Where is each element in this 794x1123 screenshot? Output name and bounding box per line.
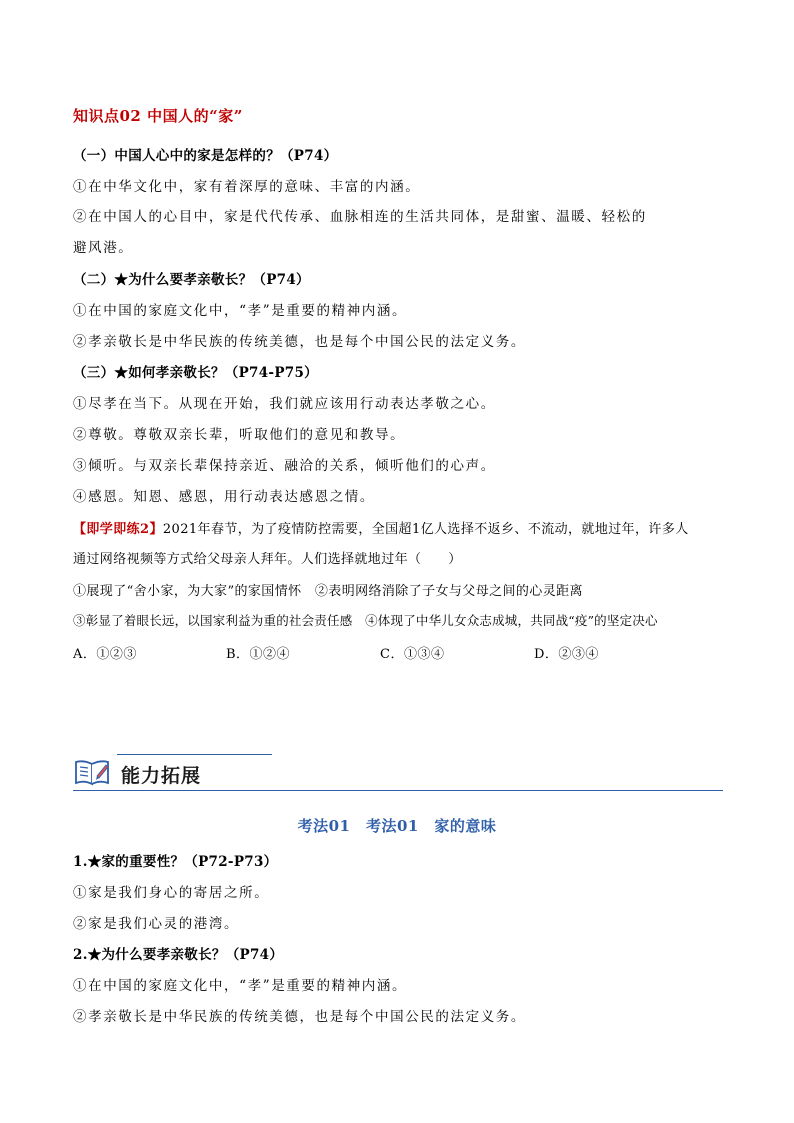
q3-line-1: ①尽孝在当下。从现在开始，我们就应该用行动表达孝敬之心。 <box>73 396 496 412</box>
q1-line-3: 避风港。 <box>73 240 134 256</box>
exercise-question-line-1 <box>73 518 689 537</box>
q3-line-4: ④感恩。知恩、感恩，用行动表达感恩之情。 <box>73 489 375 505</box>
q2-line-2: ②孝亲敬长是中华民族的传统美德，也是每个中国公民的法定义务。 <box>73 334 526 350</box>
method-heading-2: 2.★为什么要孝亲敬长？（P74） <box>73 947 284 963</box>
q1-line-1: ①在中华文化中，家有着深厚的意味、丰富的内涵。 <box>73 179 421 195</box>
exercise-options-line-1: ①展现了“舍小家，为大家”的家国情怀 ②表明网络消除了子女与父母之间的心灵距离 <box>73 584 583 599</box>
section-header <box>73 754 723 791</box>
q3-line-3: ③倾听。与双亲长辈保持亲近、融洽的关系，倾听他们的心声。 <box>73 458 496 474</box>
exercise-options-line-2: ③彰显了着眼长远，以国家利益为重的社会责任感 ④体现了中华儿女众志成城，共同战“疫”的坚定决心 <box>73 613 658 628</box>
q1-line-2: ②在中国人的心目中，家是代代传承、血脉相连的生活共同体，是甜蜜、温暖、轻松的 <box>73 209 647 225</box>
open-book-icon <box>73 754 113 788</box>
method-heading-1: 1.★家的重要性？（P72-P73） <box>73 854 278 870</box>
exercise-label: 【即学即练2】 <box>73 522 163 537</box>
q2-line-1: ①在中国的家庭文化中，“孝”是重要的精神内涵。 <box>73 303 408 319</box>
exercise-question-line-2: 通过网络视频等方式给父母亲人拜年。人们选择就地过年（ ） <box>73 552 462 567</box>
q3-line-2: ②尊敬。尊敬双亲长辈，听取他们的意见和教导。 <box>73 427 406 443</box>
section-title: 能力拓展 <box>121 765 202 787</box>
choice-a[interactable]: A．①②③ <box>73 647 137 662</box>
choice-d[interactable]: D．②③④ <box>534 647 599 662</box>
question-heading-1: （一）中国人心中的家是怎样的？（P74） <box>73 148 338 164</box>
m1-line-1: ①家是我们身心的寄居之所。 <box>73 885 270 901</box>
method-title: 考法01 考法01 家的意味 <box>297 817 497 835</box>
m2-line-1: ①在中国的家庭文化中，“孝”是重要的精神内涵。 <box>73 978 408 994</box>
m1-line-2: ②家是我们心灵的港湾。 <box>73 916 240 932</box>
choice-b[interactable]: B．①②④ <box>226 647 291 662</box>
section-overline <box>117 754 272 755</box>
m2-line-2: ②孝亲敬长是中华民族的传统美德，也是每个中国公民的法定义务。 <box>73 1009 526 1025</box>
knowledge-point-title: 知识点02 中国人的“家” <box>73 107 243 125</box>
exercise-text-1: 2021年春节，为了疫情防控需要，全国超1亿人选择不返乡、不流动，就地过年，许多人 <box>162 522 689 537</box>
choice-c[interactable]: C．①③④ <box>380 647 445 662</box>
question-heading-3: （三）★如何孝亲敬长？（P74-P75） <box>73 365 318 381</box>
question-heading-2: （二）★为什么要孝亲敬长？（P74） <box>73 272 310 288</box>
